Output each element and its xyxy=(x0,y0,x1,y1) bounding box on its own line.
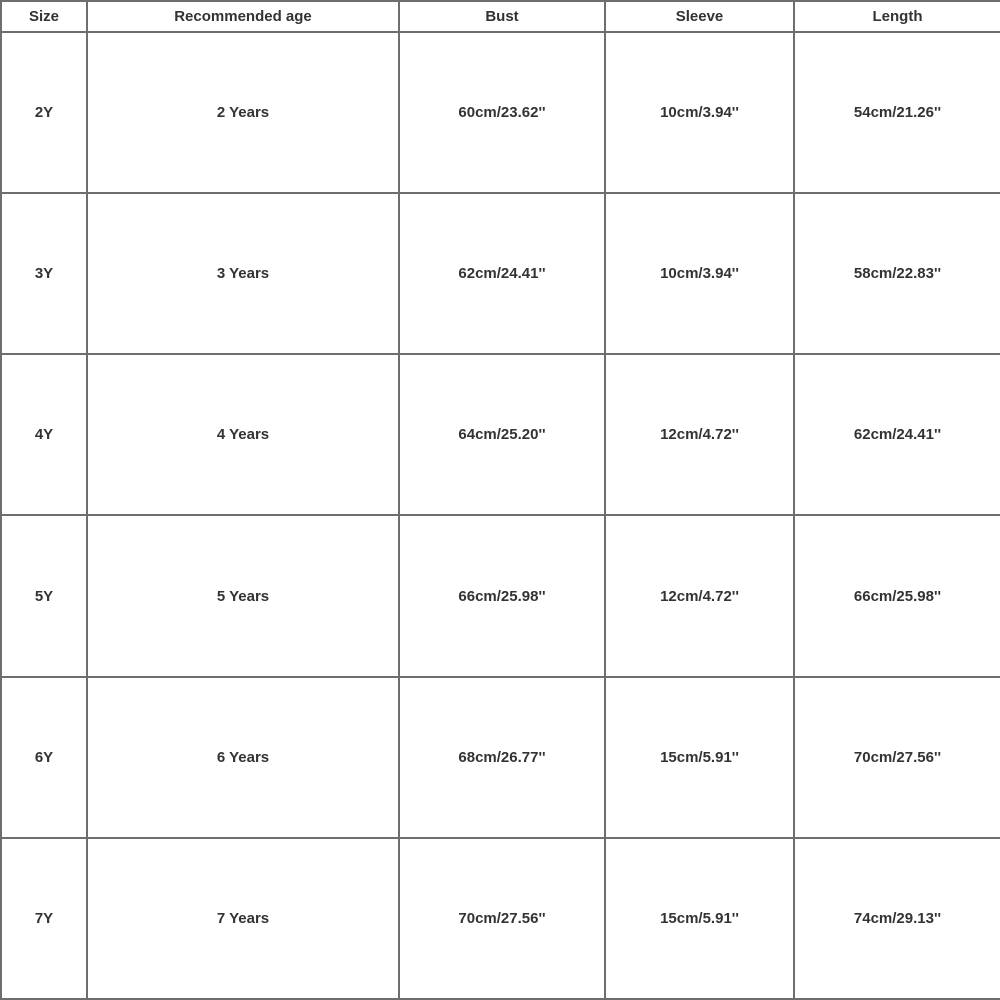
table-row xyxy=(1,677,1000,838)
table-body xyxy=(1,32,1000,999)
cell-size: 4Y xyxy=(1,354,87,515)
header-length: Length xyxy=(794,1,1000,32)
cell-bust: 66cm/25.98'' xyxy=(399,515,605,676)
cell-recommended-age: 7 Years xyxy=(87,838,399,999)
cell-sleeve: 15cm/5.91'' xyxy=(605,677,794,838)
cell-length: 70cm/27.56'' xyxy=(794,677,1000,838)
cell-length: 66cm/25.98'' xyxy=(794,515,1000,676)
table-row xyxy=(1,193,1000,354)
header-size: Size xyxy=(1,1,87,32)
cell-sleeve: 12cm/4.72'' xyxy=(605,354,794,515)
cell-bust: 68cm/26.77'' xyxy=(399,677,605,838)
cell-bust: 62cm/24.41'' xyxy=(399,193,605,354)
table-row xyxy=(1,354,1000,515)
table-header xyxy=(1,1,1000,32)
cell-sleeve: 10cm/3.94'' xyxy=(605,193,794,354)
table-row xyxy=(1,32,1000,193)
cell-sleeve: 10cm/3.94'' xyxy=(605,32,794,193)
cell-size: 7Y xyxy=(1,838,87,999)
cell-recommended-age: 5 Years xyxy=(87,515,399,676)
cell-size: 5Y xyxy=(1,515,87,676)
header-bust: Bust xyxy=(399,1,605,32)
cell-sleeve: 15cm/5.91'' xyxy=(605,838,794,999)
cell-size: 6Y xyxy=(1,677,87,838)
cell-length: 54cm/21.26'' xyxy=(794,32,1000,193)
cell-sleeve: 12cm/4.72'' xyxy=(605,515,794,676)
cell-recommended-age: 4 Years xyxy=(87,354,399,515)
header-recommended-age: Recommended age xyxy=(87,1,399,32)
header-sleeve: Sleeve xyxy=(605,1,794,32)
cell-size: 3Y xyxy=(1,193,87,354)
table-row xyxy=(1,838,1000,999)
cell-bust: 60cm/23.62'' xyxy=(399,32,605,193)
cell-length: 74cm/29.13'' xyxy=(794,838,1000,999)
header-row xyxy=(1,1,1000,32)
cell-size: 2Y xyxy=(1,32,87,193)
cell-bust: 70cm/27.56'' xyxy=(399,838,605,999)
cell-length: 62cm/24.41'' xyxy=(794,354,1000,515)
cell-bust: 64cm/25.20'' xyxy=(399,354,605,515)
cell-recommended-age: 2 Years xyxy=(87,32,399,193)
cell-recommended-age: 6 Years xyxy=(87,677,399,838)
cell-recommended-age: 3 Years xyxy=(87,193,399,354)
cell-length: 58cm/22.83'' xyxy=(794,193,1000,354)
table-row xyxy=(1,515,1000,676)
